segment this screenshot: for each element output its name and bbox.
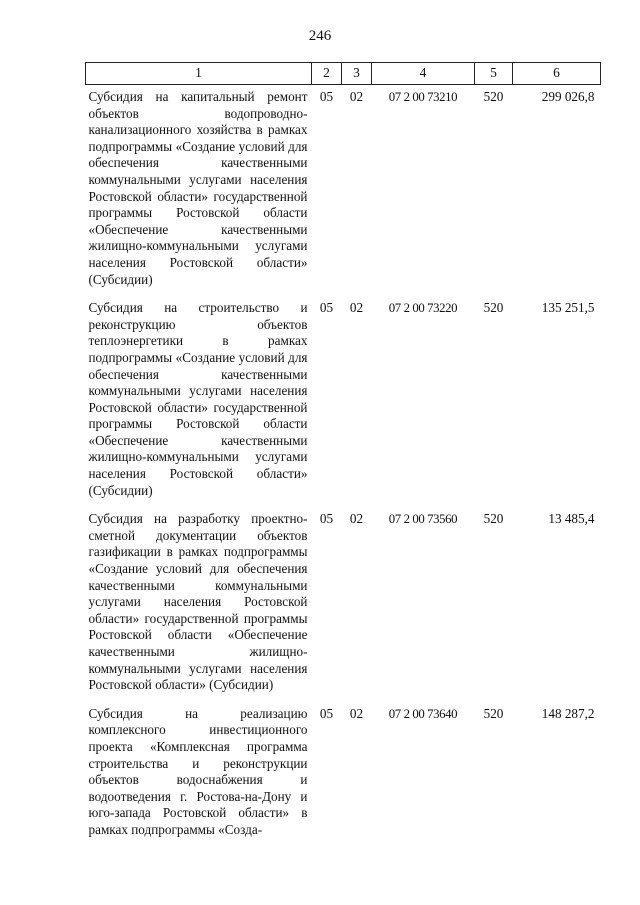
row-section: 05: [319, 705, 334, 721]
table-row: [86, 511, 601, 706]
table-row: [86, 85, 601, 301]
row-section: 05: [319, 511, 334, 527]
row-section: 05: [319, 89, 334, 104]
row-expense-type: 520: [483, 511, 504, 527]
table-header: [86, 63, 601, 85]
row-target-code: 07 2 00 73560: [388, 512, 458, 527]
row-expense-type: 520: [483, 89, 504, 104]
column-header-4: 4: [372, 63, 475, 85]
row-subsection: 02: [349, 511, 364, 527]
row-target-code: 07 2 00 73220: [388, 301, 458, 316]
row-target-code: 07 2 00 73210: [388, 90, 458, 104]
row-amount: 13 485,4: [548, 511, 595, 527]
row-description: Субсидия на разработку проектно-сметной документации объектов газификации в рамках подпрограммы «Создание условий для обеспечения качественными коммунальными услугами населения Ростовской области» государственной программы Ростовской области «Обеспечение качественными жилищно-коммунальными услугами населения Ростовской области» (Субсидии): [88, 511, 308, 693]
row-section: 05: [319, 300, 334, 316]
budget-table: [85, 62, 601, 851]
row-expense-type: 520: [483, 705, 504, 721]
row-subsection: 02: [349, 300, 364, 316]
column-header-5: 5: [475, 63, 513, 85]
row-subsection: 02: [349, 705, 364, 721]
row-amount: 148 287,2: [541, 705, 595, 721]
row-expense-type: 520: [483, 300, 504, 316]
row-amount: 135 251,5: [541, 300, 595, 316]
table-body: [86, 85, 601, 851]
table-row: [86, 706, 601, 851]
row-description: Субсидия на капитальный ремонт объектов водопроводно-канализационного хозяйства в рамках подпрограммы «Создание условий для обеспечения качественными коммунальными услугами населения Ростовской области» государственной программы Ростовской области «Обеспечение качественными жилищно-коммунальными услугами населения Ростовской области» (Субсидии): [88, 89, 308, 287]
column-header-6: 6: [513, 63, 601, 85]
row-amount: 299 026,8: [541, 89, 595, 104]
column-header-3: 3: [342, 63, 372, 85]
row-target-code: 07 2 00 73640: [388, 706, 458, 721]
page-number: 246: [308, 28, 332, 44]
column-header-2: 2: [312, 63, 342, 85]
row-description: Субсидия на строительство и реконструкцию объектов теплоэнергетики в рамках подпрограммы «Создание условий для обеспечения качественными коммунальными услугами населения Ростовской области» государственной программы Ростовской области «Обеспечение качественными жилищно-коммунальными услугами населения Ростовской области» (Субсидии): [88, 300, 308, 498]
row-subsection: 02: [349, 89, 364, 104]
table-row: [86, 300, 601, 511]
column-header-1: 1: [86, 63, 312, 85]
row-description: Субсидия на реализацию комплексного инвестиционного проекта «Комплексная программа строительства и реконструкции объектов водоснабжения и водоотведения г. Ростова-на-Дону и юго-запада Ростовской области» в рамках подпрограммы «Созда-: [88, 705, 308, 837]
header-row: [86, 63, 601, 85]
